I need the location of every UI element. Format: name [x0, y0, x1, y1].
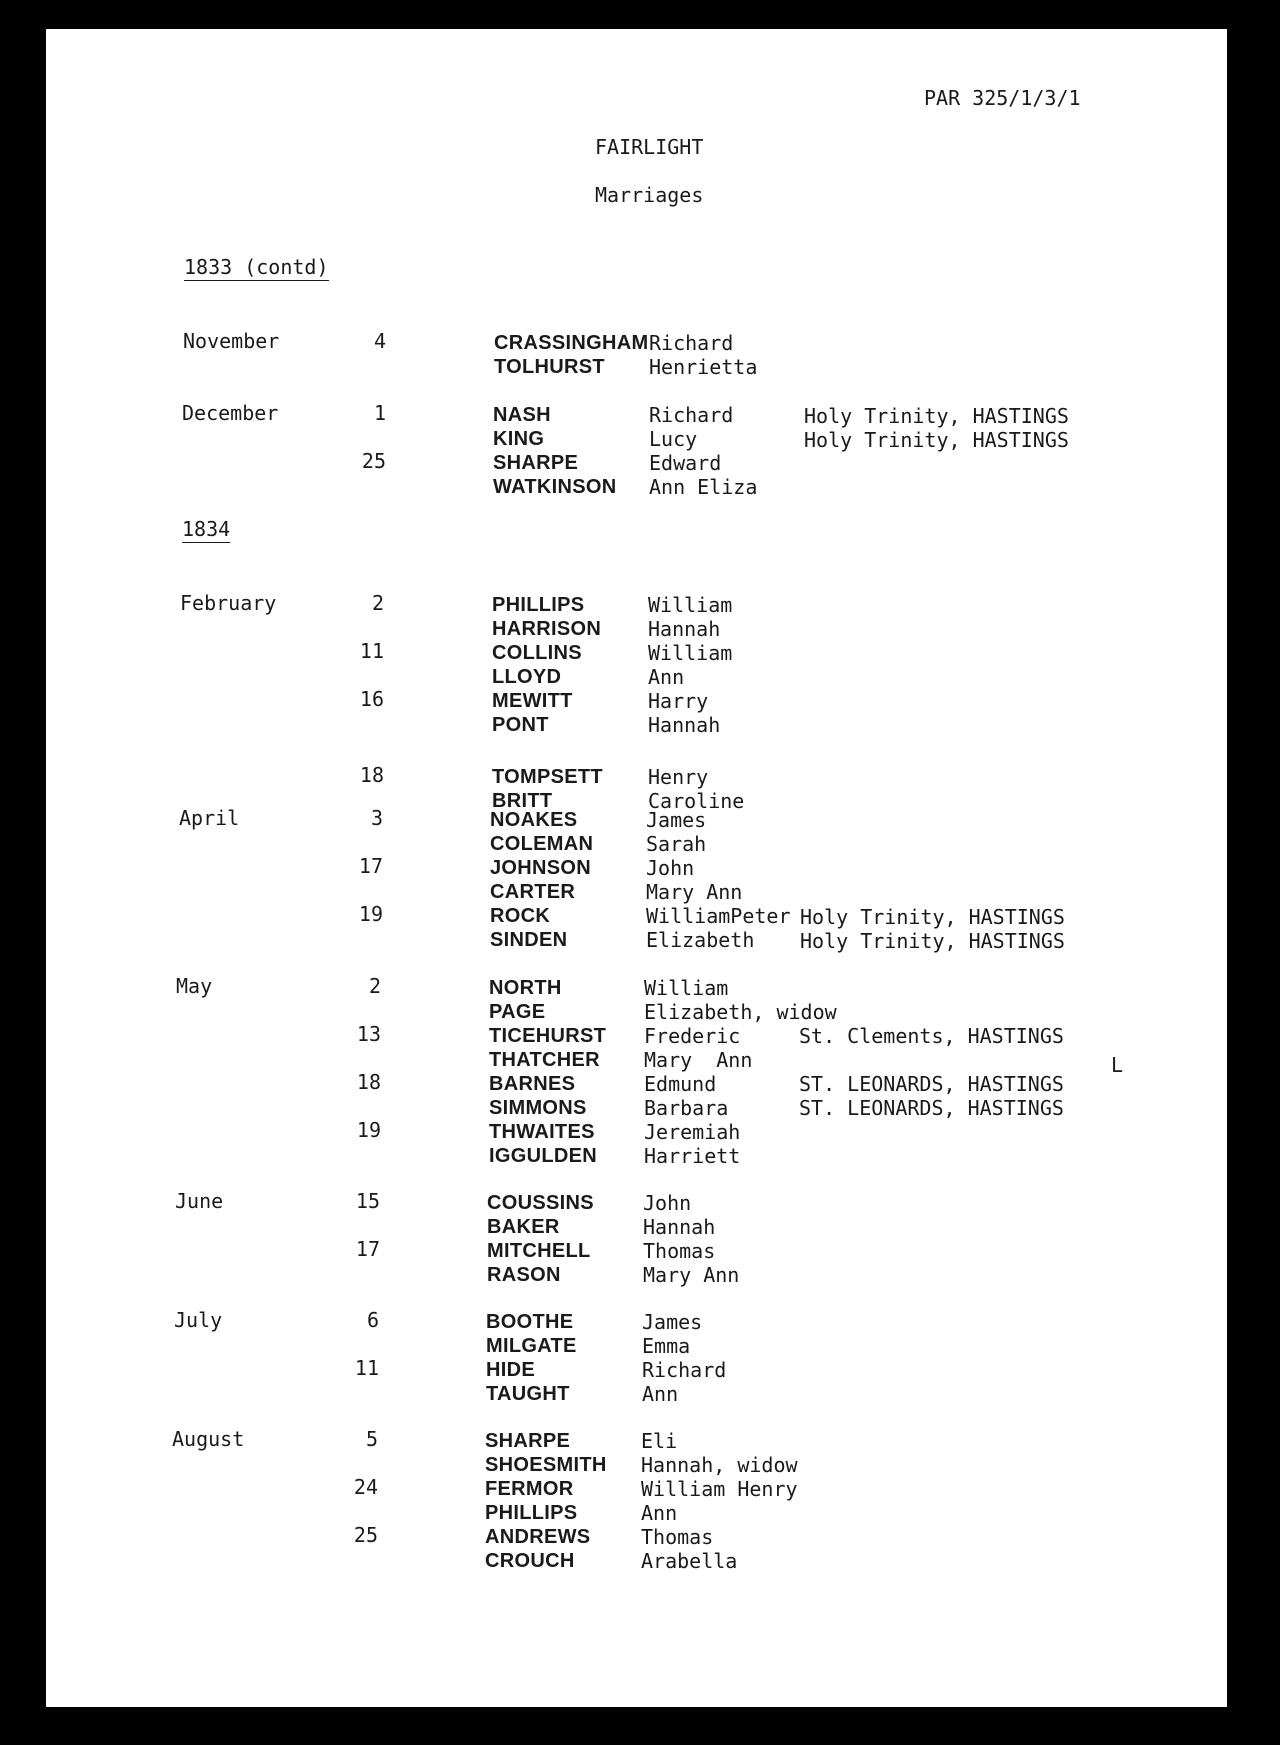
surname-cell: SHARPE [493, 452, 579, 474]
surname-cell: NORTH [489, 977, 562, 999]
month-cell: June [175, 1189, 224, 1213]
day-cell: 25 [353, 1523, 378, 1547]
forename-cell: James [646, 808, 707, 832]
forename-cell: Henrietta [649, 355, 758, 379]
day-cell: 18 [356, 1070, 381, 1094]
surname-cell: KING [493, 428, 545, 450]
surname-cell: SHARPE [485, 1430, 571, 1452]
surname-cell: MEWITT [492, 690, 573, 712]
surname-cell: TICEHURST [489, 1025, 607, 1047]
surname-cell: CARTER [490, 881, 576, 903]
forename-cell: Lucy [649, 427, 698, 451]
forename-cell: James [642, 1310, 703, 1334]
place-cell: ST. LEONARDS, HASTINGS [799, 1096, 1064, 1120]
surname-cell: THATCHER [489, 1049, 600, 1071]
surname-cell: ANDREWS [485, 1526, 591, 1548]
day-cell: 13 [356, 1022, 381, 1046]
forename-cell: Ann [642, 1382, 679, 1406]
surname-cell: BARNES [489, 1073, 576, 1095]
day-cell: 4 [373, 329, 386, 353]
forename-cell: Eli [641, 1429, 678, 1453]
forename-cell: Elizabeth [646, 928, 755, 952]
forename-cell: Jeremiah [644, 1120, 741, 1144]
place-cell: Holy Trinity, HASTINGS [804, 404, 1069, 428]
surname-cell: IGGULDEN [489, 1145, 597, 1167]
day-cell: 17 [358, 854, 383, 878]
day-cell: 1 [373, 401, 386, 425]
forename-cell: Sarah [646, 832, 707, 856]
forename-cell: Harry [648, 689, 709, 713]
surname-cell: COLLINS [492, 642, 582, 664]
surname-cell: RASON [487, 1264, 561, 1286]
day-cell: 2 [371, 591, 384, 615]
day-cell: 19 [358, 902, 383, 926]
forename-cell: William [648, 593, 733, 617]
forename-cell: WilliamPeter [646, 904, 791, 928]
surname-cell: PHILLIPS [485, 1502, 578, 1524]
place-cell: ST. LEONARDS, HASTINGS [799, 1072, 1064, 1096]
forename-cell: Ann [641, 1501, 678, 1525]
forename-cell: Thomas [643, 1239, 716, 1263]
forename-cell: John [643, 1191, 692, 1215]
day-cell: 2 [368, 974, 381, 998]
surname-cell: FERMOR [485, 1478, 574, 1500]
day-cell: 5 [365, 1427, 378, 1451]
day-cell: 24 [353, 1475, 378, 1499]
forename-cell: Hannah [648, 713, 721, 737]
place-cell: Holy Trinity, HASTINGS [800, 929, 1065, 953]
forename-cell: Richard [642, 1358, 727, 1382]
forename-cell: Richard [649, 403, 734, 427]
day-cell: 16 [359, 687, 384, 711]
surname-cell: PONT [492, 714, 549, 736]
forename-cell: Thomas [641, 1525, 714, 1549]
surname-cell: NOAKES [490, 809, 578, 831]
surname-cell: LLOYD [492, 666, 562, 688]
month-cell: August [172, 1427, 245, 1451]
surname-cell: SINDEN [490, 929, 568, 951]
surname-cell: MILGATE [486, 1335, 577, 1357]
surname-cell: CRASSINGHAM [494, 332, 649, 354]
margin-mark: L [1111, 1053, 1124, 1077]
forename-cell: Edward [649, 451, 722, 475]
day-cell: 6 [366, 1308, 379, 1332]
forename-cell: Mary Ann [644, 1048, 753, 1072]
surname-cell: MITCHELL [487, 1240, 591, 1262]
day-cell: 3 [370, 806, 383, 830]
month-cell: April [179, 806, 240, 830]
year-heading: 1833 (contd) [184, 255, 329, 279]
forename-cell: Frederic [644, 1024, 741, 1048]
surname-cell: PHILLIPS [492, 594, 585, 616]
parish-title: FAIRLIGHT [595, 135, 704, 159]
place-cell: Holy Trinity, HASTINGS [804, 428, 1069, 452]
forename-cell: William [644, 976, 729, 1000]
year-heading: 1834 [182, 517, 231, 541]
surname-cell: CROUCH [485, 1550, 575, 1572]
forename-cell: Ann [648, 665, 685, 689]
month-cell: February [180, 591, 277, 615]
forename-cell: Mary Ann [643, 1263, 740, 1287]
surname-cell: THWAITES [489, 1121, 595, 1143]
surname-cell: SHOESMITH [485, 1454, 607, 1476]
surname-cell: SIMMONS [489, 1097, 587, 1119]
surname-cell: COUSSINS [487, 1192, 594, 1214]
forename-cell: Hannah [648, 617, 721, 641]
forename-cell: Henry [648, 765, 709, 789]
surname-cell: NASH [493, 404, 551, 426]
forename-cell: Caroline [648, 789, 745, 813]
forename-cell: Hannah, widow [641, 1453, 798, 1477]
day-cell: 17 [355, 1237, 380, 1261]
surname-cell: BAKER [487, 1216, 560, 1238]
forename-cell: Hannah [643, 1215, 716, 1239]
surname-cell: COLEMAN [490, 833, 594, 855]
day-cell: 15 [355, 1189, 380, 1213]
forename-cell: Edmund [644, 1072, 717, 1096]
forename-cell: Ann Eliza [649, 475, 758, 499]
surname-cell: BOOTHE [486, 1311, 574, 1333]
forename-cell: Richard [649, 331, 734, 355]
day-cell: 25 [361, 449, 386, 473]
day-cell: 19 [356, 1118, 381, 1142]
place-cell: Holy Trinity, HASTINGS [800, 905, 1065, 929]
register-subtitle: Marriages [595, 183, 704, 207]
forename-cell: Arabella [641, 1549, 738, 1573]
forename-cell: Elizabeth, widow [644, 1000, 837, 1024]
day-cell: 11 [354, 1356, 379, 1380]
surname-cell: HARRISON [492, 618, 602, 640]
surname-cell: TAUGHT [486, 1383, 570, 1405]
surname-cell: ROCK [490, 905, 551, 927]
month-cell: December [182, 401, 279, 425]
forename-cell: Harriett [644, 1144, 741, 1168]
day-cell: 18 [359, 763, 384, 787]
surname-cell: BRITT [492, 790, 553, 812]
document-page [46, 29, 1227, 1707]
surname-cell: TOMPSETT [492, 766, 603, 788]
forename-cell: William [648, 641, 733, 665]
month-cell: November [183, 329, 280, 353]
month-cell: July [174, 1308, 223, 1332]
forename-cell: William Henry [641, 1477, 798, 1501]
surname-cell: PAGE [489, 1001, 546, 1023]
place-cell: St. Clements, HASTINGS [799, 1024, 1064, 1048]
day-cell: 11 [359, 639, 384, 663]
forename-cell: John [646, 856, 695, 880]
month-cell: May [176, 974, 213, 998]
surname-cell: WATKINSON [493, 476, 617, 498]
forename-cell: Mary Ann [646, 880, 743, 904]
forename-cell: Emma [642, 1334, 691, 1358]
forename-cell: Barbara [644, 1096, 729, 1120]
surname-cell: JOHNSON [490, 857, 592, 879]
surname-cell: HIDE [486, 1359, 535, 1381]
reference-number: PAR 325/1/3/1 [924, 86, 1081, 110]
surname-cell: TOLHURST [494, 356, 605, 378]
